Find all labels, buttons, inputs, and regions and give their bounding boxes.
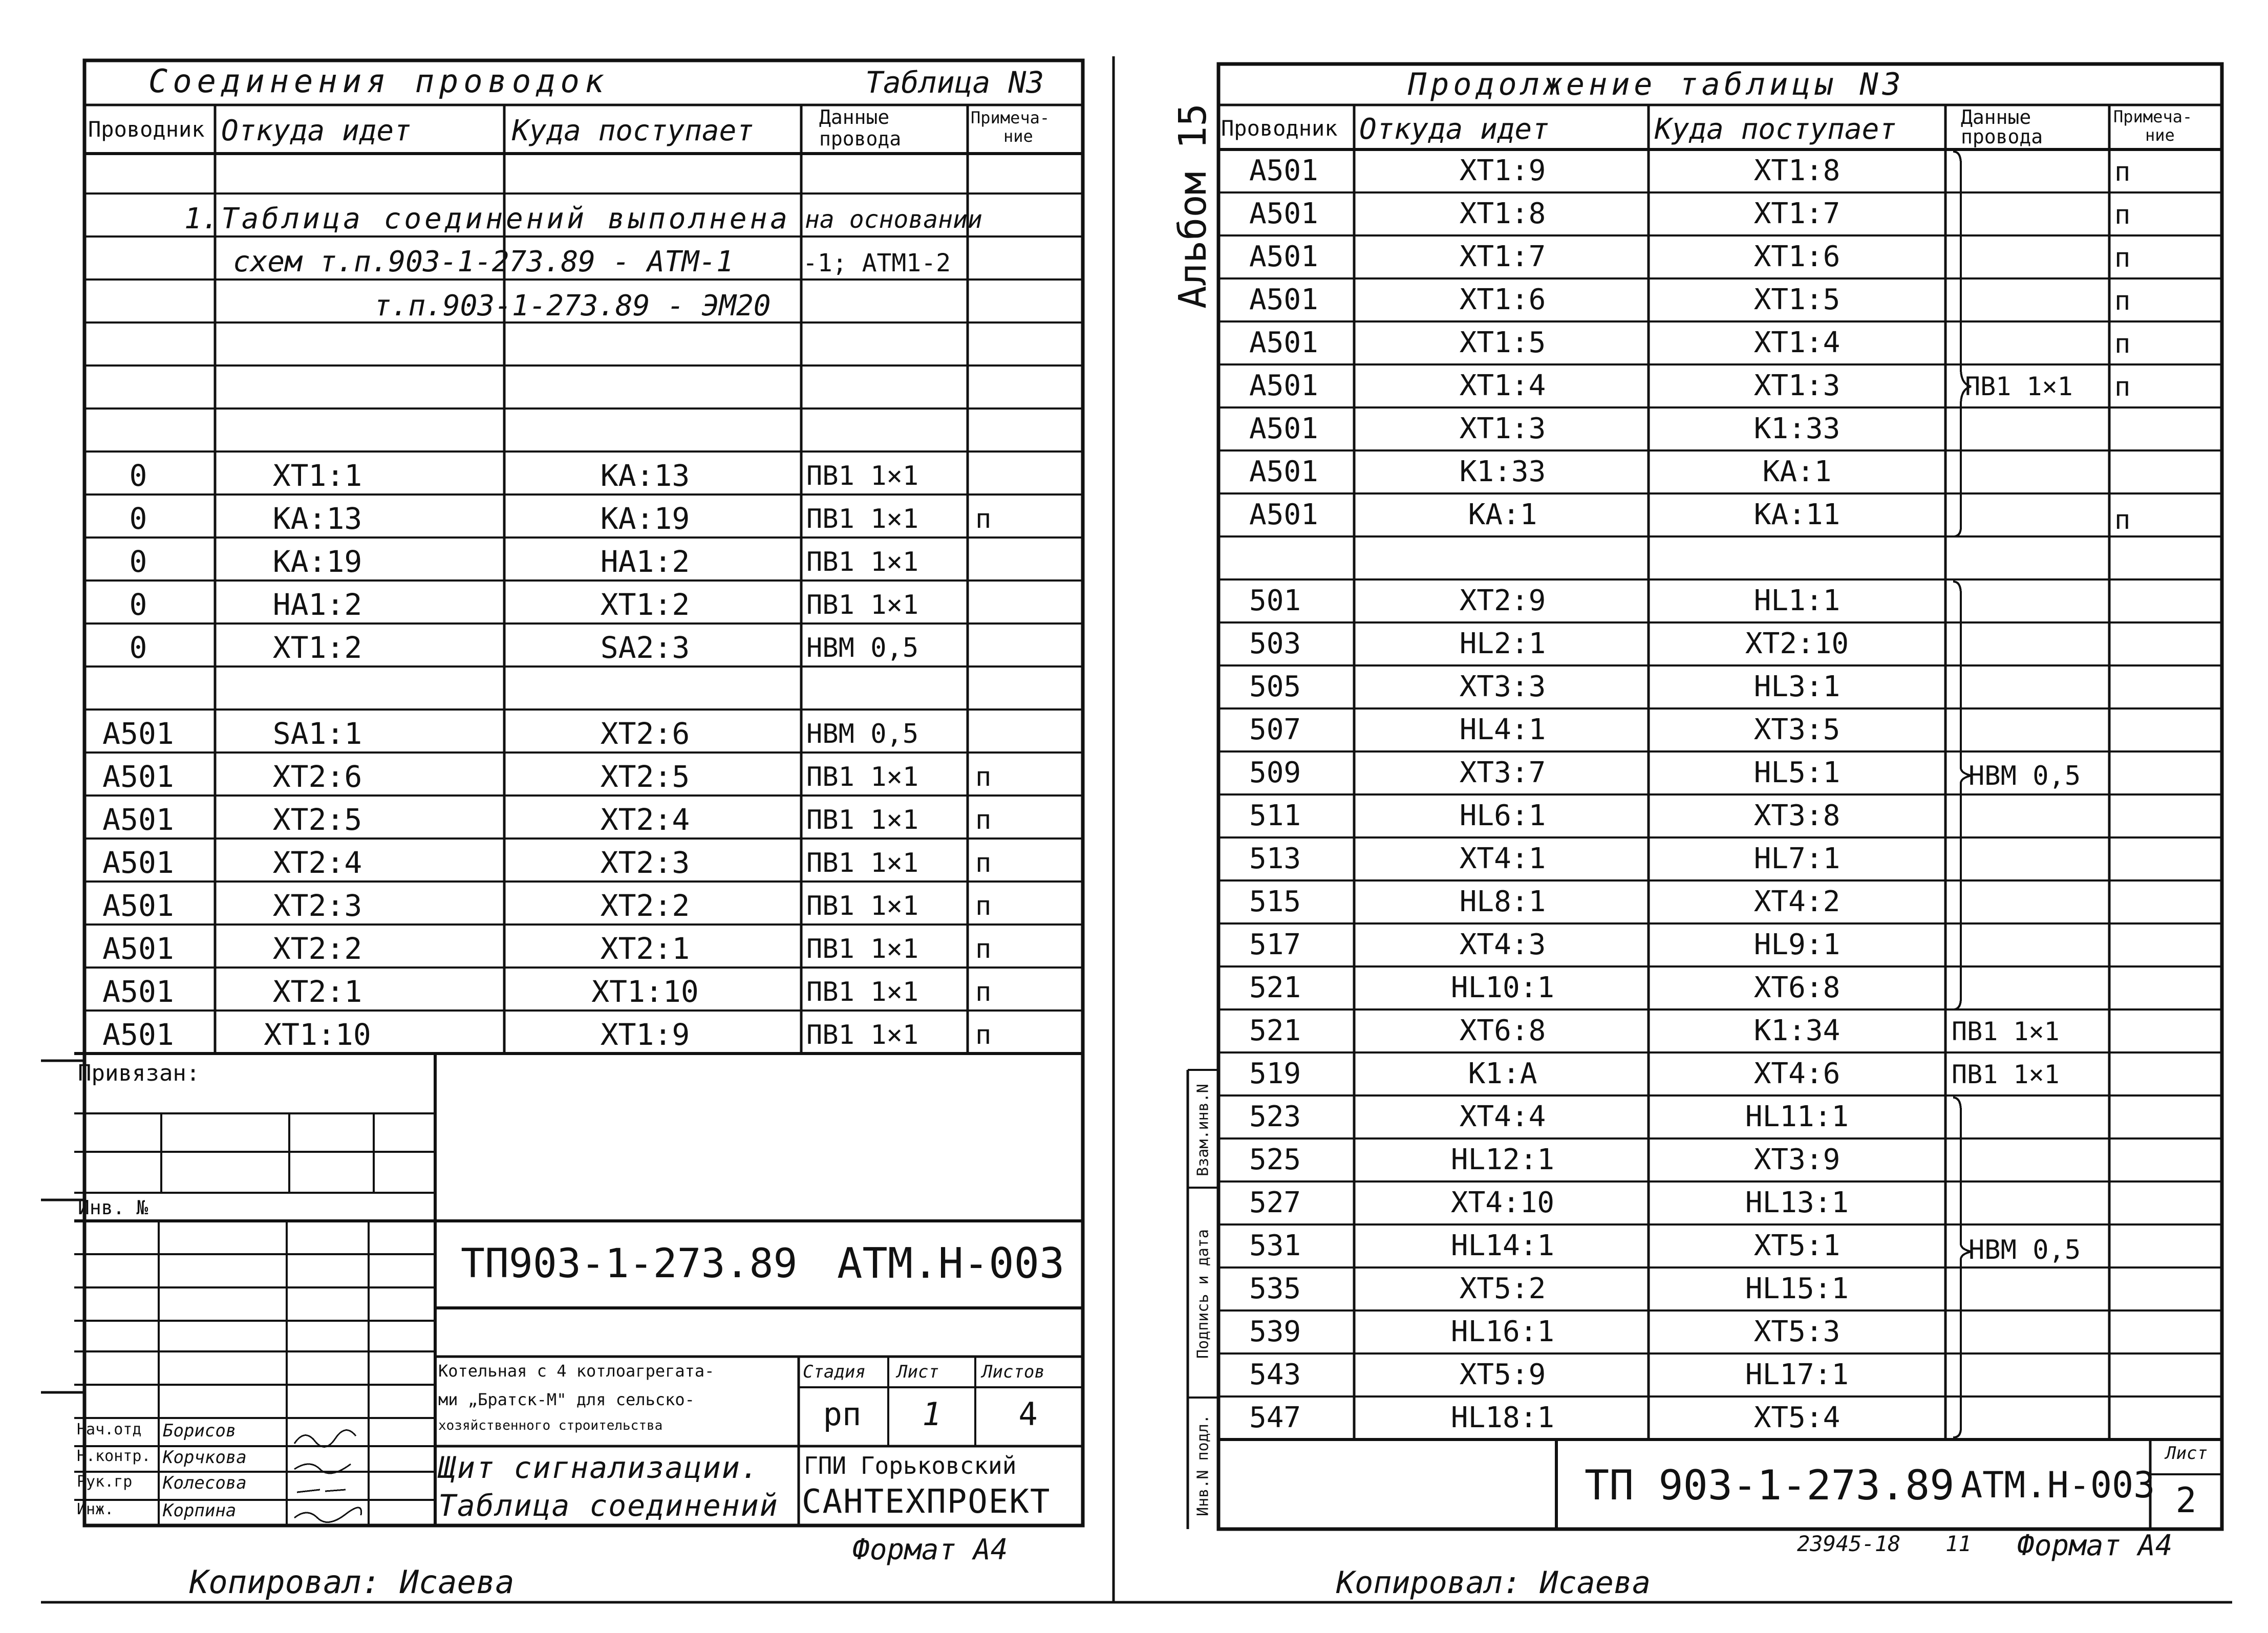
brace-label-group-3: НВМ 0,5 [1969,1235,2081,1265]
right-row-21-to: K1:34 [1753,1014,1841,1047]
right-row-11-to: HL1:1 [1753,584,1841,617]
right-row-1-to: XT1:8 [1753,154,1841,187]
left-row-5-conductor: 0 [129,630,147,665]
right-row-29-conductor: 543 [1249,1358,1301,1391]
left-row-8-to: XT2:5 [600,759,690,794]
right-row-20-from: HL10:1 [1450,971,1555,1004]
left-header-to: Куда поступает [512,114,754,147]
left-header-note-2: ние [1003,126,1033,146]
right-row-5-note: п [2114,329,2131,359]
right-row-14-from: HL4:1 [1459,713,1546,746]
note-line-3: т.п.903-1-273.89 - ЭМ20 [374,289,771,323]
right-row-27-conductor: 535 [1249,1272,1301,1305]
right-row-13-to: HL3:1 [1753,670,1841,703]
left-row-12-data: ПВ1 1×1 [806,934,919,964]
right-row-16-to: XT3:8 [1753,799,1841,832]
left-copied: Копировал: Исаева [189,1563,515,1601]
right-row-3-to: XT1:6 [1753,240,1841,273]
right-row-3-note: п [2114,243,2131,273]
right-row-20-conductor: 521 [1249,971,1301,1004]
right-row-30-from: HL18:1 [1450,1401,1555,1434]
left-row-10-to: XT2:3 [600,845,690,880]
left-row-3-to: HA1:2 [600,544,690,579]
right-row-9-note: п [2114,505,2131,535]
order-number-2: 11 [1945,1531,1972,1556]
note-line-1b: на основании [805,205,982,234]
right-row-4-to: XT1:5 [1753,283,1841,316]
left-row-9-from: XT2:5 [272,802,362,837]
right-row-29-from: XT5:9 [1459,1358,1546,1391]
right-row-11-conductor: 501 [1249,584,1301,617]
right-row-12-conductor: 503 [1249,627,1301,660]
left-row-8-conductor: A501 [102,759,174,794]
right-row-24-conductor: 525 [1249,1143,1301,1176]
left-table-title: Соединения проводок [148,62,609,100]
right-row-2-conductor: A501 [1249,197,1318,230]
left-header-conductor: Проводник [88,117,205,142]
left-row-12-to: XT2:1 [600,931,690,966]
right-row-23-to: HL11:1 [1745,1100,1849,1133]
right-stamp-code: ТП 903-1-273.89 [1585,1462,1955,1509]
signature-scribbles [289,1423,366,1525]
left-row-13-from: XT2:1 [272,974,362,1009]
note-number: 1. [184,202,219,235]
left-row-7-to: XT2:6 [600,716,690,751]
right-row-6-from: XT1:4 [1459,369,1546,402]
left-stamp-mark: АТМ.Н-003 [837,1239,1065,1288]
right-row-24-from: HL12:1 [1450,1143,1555,1176]
left-row-5-data: НВМ 0,5 [806,633,919,663]
right-row-4-conductor: A501 [1249,283,1318,316]
right-sheet-header: Лист [2166,1443,2208,1464]
right-row-3-from: XT1:7 [1459,240,1546,273]
left-stamp-code: ТП903-1-273.89 [461,1241,798,1287]
side-label-replace-inv: Взам.инв.N [1194,1084,1212,1176]
side-label-orig-inv: Инв.N подл. [1194,1414,1212,1516]
stage-header: Стадия [803,1362,866,1382]
right-row-1-from: XT1:9 [1459,154,1546,187]
sign-name-1: Борисов [163,1421,237,1441]
left-row-14-from: XT1:10 [264,1017,371,1052]
left-row-10-from: XT2:4 [272,845,362,880]
left-row-13-data: ПВ1 1×1 [806,977,919,1007]
left-header-note-1: Примеча- [971,108,1050,127]
right-row-5-from: XT1:5 [1459,326,1546,359]
right-row-8-from: K1:33 [1459,455,1546,488]
left-row-3-conductor: 0 [129,544,147,579]
right-row-2-note: п [2114,200,2131,230]
right-row-8-to: KA:1 [1762,455,1832,488]
left-row-4-to: XT1:2 [600,587,690,622]
left-row-13-note: п [975,977,992,1007]
left-row-7-data: НВМ 0,5 [806,719,919,749]
right-row-28-conductor: 539 [1249,1315,1301,1348]
left-row-5-from: XT1:2 [272,630,362,665]
sign-role-4: Инж. [77,1500,114,1518]
right-row-2-to: XT1:7 [1753,197,1841,230]
note-line-2: схем т.п.903-1-273.89 - АТМ-1 [233,245,734,278]
right-row-21-from: XT6:8 [1459,1014,1546,1047]
right-stamp-mark: АТМ.Н-003 [1961,1464,2155,1506]
left-row-14-to: XT1:9 [600,1017,690,1052]
right-row-29-to: HL17:1 [1745,1358,1849,1391]
left-header-data-1: Данные [819,106,890,128]
left-row-12-from: XT2:2 [272,931,362,966]
sheets-value: 4 [1018,1395,1038,1433]
right-row-28-from: HL16:1 [1450,1315,1555,1348]
left-row-12-conductor: A501 [102,931,174,966]
left-row-2-conductor: 0 [129,501,147,536]
right-row-5-conductor: A501 [1249,326,1318,359]
right-row-26-conductor: 531 [1249,1229,1301,1262]
right-row-22-from: K1:A [1468,1057,1537,1090]
row-21-data: ПВ1 1×1 [1952,1017,2060,1046]
right-row-6-to: XT1:3 [1753,369,1841,402]
right-row-9-to: KA:11 [1753,498,1841,531]
right-row-30-conductor: 547 [1249,1401,1301,1434]
left-row-3-from: KA:19 [272,544,362,579]
right-row-3-conductor: A501 [1249,240,1318,273]
left-row-1-conductor: 0 [129,458,147,493]
left-row-8-data: ПВ1 1×1 [806,762,919,792]
right-row-26-to: XT5:1 [1753,1229,1841,1262]
right-row-22-to: XT4:6 [1753,1057,1841,1090]
org-line-2: САНТЕХПРОЕКТ [802,1483,1051,1521]
inv-label: Инв. № [78,1196,148,1219]
right-row-19-conductor: 517 [1249,928,1301,961]
right-row-27-to: HL15:1 [1745,1272,1849,1305]
right-row-7-from: XT1:3 [1459,412,1546,445]
left-row-9-conductor: A501 [102,802,174,837]
right-row-27-from: XT5:2 [1459,1272,1546,1305]
sign-role-3: Рук.гр [77,1473,133,1491]
left-table-label: Таблица N3 [865,65,1044,100]
right-table-title: Продолжение таблицы N3 [1408,67,1905,102]
doc-title-2: Таблица соединений [438,1488,779,1523]
right-header-from: Откуда идет [1359,113,1549,146]
right-row-13-from: XT3:3 [1459,670,1546,703]
left-header-from: Откуда идет [221,114,411,147]
left-row-8-from: XT2:6 [272,759,362,794]
left-row-9-to: XT2:4 [600,802,690,837]
sign-name-2: Корчкова [163,1447,247,1468]
row-22-data: ПВ1 1×1 [1952,1060,2060,1089]
right-row-11-from: XT2:9 [1459,584,1546,617]
left-row-11-note: п [975,891,992,921]
right-row-18-to: XT4:2 [1753,885,1841,918]
sheets-header: Листов [982,1362,1045,1382]
brace-label-group-1: ПВ1 1×1 [1965,372,2073,401]
right-row-14-conductor: 507 [1249,713,1301,746]
right-format: Формат А4 [2017,1529,2173,1562]
right-row-1-note: п [2114,157,2131,187]
org-line-1: ГПИ Горьковский [804,1452,1017,1479]
order-number: 23945-18 [1797,1531,1901,1556]
right-row-23-conductor: 523 [1249,1100,1301,1133]
right-row-26-from: HL14:1 [1450,1229,1555,1262]
right-row-25-from: XT4:10 [1450,1186,1555,1219]
right-row-7-conductor: A501 [1249,412,1318,445]
right-row-22-conductor: 519 [1249,1057,1301,1090]
left-row-3-data: ПВ1 1×1 [806,547,919,577]
left-row-9-data: ПВ1 1×1 [806,805,919,835]
right-row-9-from: KA:1 [1468,498,1537,531]
note-line-2b: -1; АТМ1-2 [803,249,951,277]
note-line-1: Таблица соединений выполнена [221,202,791,235]
right-row-6-conductor: A501 [1249,369,1318,402]
right-row-17-from: XT4:1 [1459,842,1546,875]
right-row-6-note: п [2114,372,2131,402]
right-row-18-from: HL8:1 [1459,885,1546,918]
right-sheet-number: 2 [2175,1480,2197,1521]
right-row-17-conductor: 513 [1249,842,1301,875]
right-row-21-conductor: 521 [1249,1014,1301,1047]
right-row-15-from: XT3:7 [1459,756,1546,789]
album-label: Альбом 15 [1171,103,1215,309]
right-row-9-conductor: A501 [1249,498,1318,531]
right-header-note-2: ние [2145,125,2175,145]
left-row-14-data: ПВ1 1×1 [806,1020,919,1050]
left-row-4-from: HA1:2 [272,587,362,622]
right-row-4-from: XT1:6 [1459,283,1546,316]
right-row-4-note: п [2114,286,2131,316]
sign-role-2: Н.контр. [77,1447,151,1465]
left-row-11-conductor: A501 [102,888,174,923]
sign-role-1: Нач.отд [77,1421,142,1438]
right-row-7-to: K1:33 [1753,412,1841,445]
project-line-1: Котельная с 4 котлоагрегата- [438,1361,715,1381]
left-row-14-note: п [975,1020,992,1050]
privyazan-label: Привязан: [78,1060,200,1086]
sheet-value: 1 [922,1395,942,1433]
right-header-note-1: Примеча- [2113,107,2193,126]
left-row-2-data: ПВ1 1×1 [806,504,919,534]
left-row-2-from: KA:13 [272,501,362,536]
left-row-10-conductor: A501 [102,845,174,880]
sign-name-3: Колесова [163,1473,247,1493]
right-row-14-to: XT3:5 [1753,713,1841,746]
left-row-11-to: XT2:2 [600,888,690,923]
project-line-3: хозяйственного строительства [438,1418,663,1433]
left-row-10-note: п [975,848,992,878]
right-row-8-conductor: A501 [1249,455,1318,488]
right-header-data-1: Данные [1961,106,2031,128]
right-row-16-from: HL6:1 [1459,799,1546,832]
left-row-4-data: ПВ1 1×1 [806,590,919,620]
left-row-5-to: SA2:3 [600,630,690,665]
left-row-7-from: SA1:1 [272,716,362,751]
left-row-2-note: п [975,504,992,534]
right-row-5-to: XT1:4 [1753,326,1841,359]
side-label-signature-date: Подпись и дата [1194,1229,1212,1359]
left-row-8-note: п [975,762,992,792]
left-row-13-to: XT1:10 [591,974,699,1009]
left-row-14-conductor: A501 [102,1017,174,1052]
right-row-12-from: HL2:1 [1459,627,1546,660]
left-row-1-from: XT1:1 [272,458,362,493]
right-row-23-from: XT4:4 [1459,1100,1546,1133]
right-row-20-to: XT6:8 [1753,971,1841,1004]
right-row-2-from: XT1:8 [1459,197,1546,230]
project-line-2: ми „Братск-М" для сельско- [438,1390,695,1409]
left-row-11-data: ПВ1 1×1 [806,891,919,921]
left-format: Формат А4 [852,1533,1008,1566]
left-row-1-to: KA:13 [600,458,690,493]
right-row-15-to: HL5:1 [1753,756,1841,789]
right-row-16-conductor: 511 [1249,799,1301,832]
left-row-1-data: ПВ1 1×1 [806,461,919,491]
right-header-conductor: Проводник [1221,116,1338,141]
left-row-11-from: XT2:3 [272,888,362,923]
right-row-12-to: XT2:10 [1745,627,1849,660]
left-row-9-note: п [975,805,992,835]
right-copied: Копировал: Исаева [1336,1565,1651,1601]
stage-value: рп [823,1395,862,1433]
right-row-24-to: XT3:9 [1753,1143,1841,1176]
left-row-7-conductor: A501 [102,716,174,751]
left-row-2-to: KA:19 [600,501,690,536]
brace-label-group-2: НВМ 0,5 [1969,761,2081,791]
right-row-17-to: HL7:1 [1753,842,1841,875]
sign-name-4: Корпина [163,1500,237,1521]
right-header-data-2: провода [1961,125,2043,148]
right-row-13-conductor: 505 [1249,670,1301,703]
left-row-13-conductor: A501 [102,974,174,1009]
right-row-19-from: XT4:3 [1459,928,1546,961]
right-header-to: Куда поступает [1655,113,1897,146]
left-header-data-2: провода [819,127,902,150]
right-row-15-conductor: 509 [1249,756,1301,789]
right-row-1-conductor: A501 [1249,154,1318,187]
doc-title-1: Щит сигнализации. [438,1450,760,1485]
right-row-19-to: HL9:1 [1753,928,1841,961]
left-row-12-note: п [975,934,992,964]
right-row-25-to: HL13:1 [1745,1186,1849,1219]
right-row-28-to: XT5:3 [1753,1315,1841,1348]
left-row-10-data: ПВ1 1×1 [806,848,919,878]
sheet-header: Лист [897,1362,939,1382]
right-row-30-to: XT5:4 [1753,1401,1841,1434]
right-row-18-conductor: 515 [1249,885,1301,918]
left-row-4-conductor: 0 [129,587,147,622]
right-row-25-conductor: 527 [1249,1186,1301,1219]
